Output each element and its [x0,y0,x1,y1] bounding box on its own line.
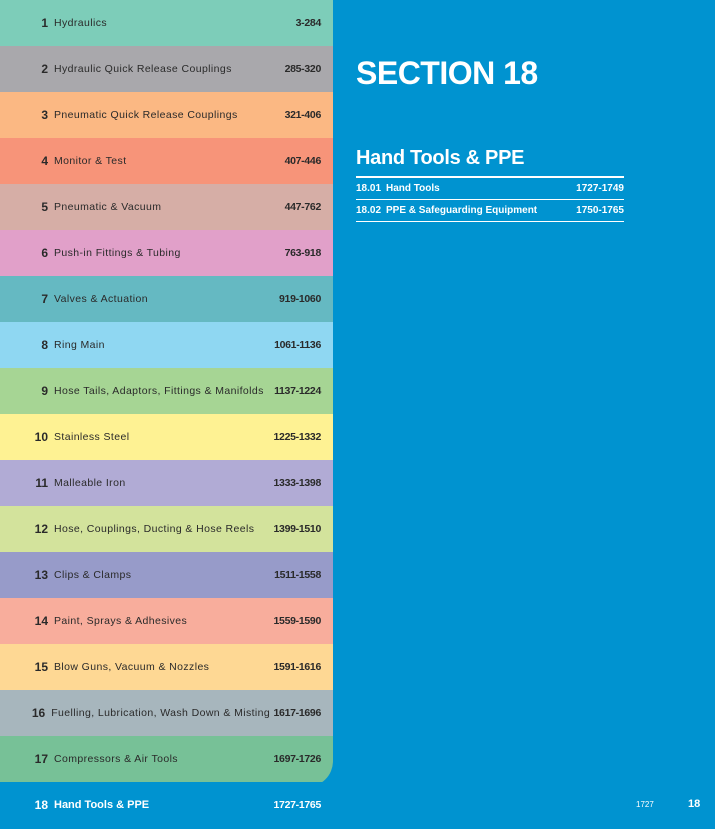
toc-title: Stainless Steel [54,431,130,443]
current-section-number: 18 [34,798,48,812]
toc-title: Hydraulics [54,17,108,29]
toc-number: 6 [41,246,48,260]
subsection-code: 18.01 [356,183,382,194]
toc-title: Valves & Actuation [54,293,148,305]
toc-row[interactable] [0,368,333,414]
toc-number: 16 [31,706,46,720]
toc-title: Pneumatic Quick Release Couplings [54,109,238,121]
footer-section-number: 18 [688,798,701,810]
toc-pages: 321-406 [284,109,321,121]
toc-row[interactable] [0,92,333,138]
toc-pages: 447-762 [284,201,321,213]
toc-row[interactable] [0,644,333,690]
subsection-title: PPE & Safeguarding Equipment [386,205,538,216]
subsection-table [356,176,624,222]
toc-pages: 3-284 [295,17,321,29]
section-heading: SECTION 18 [356,55,538,91]
toc-number: 17 [34,752,48,766]
toc-number: 4 [41,154,48,168]
toc-number: 7 [41,292,48,306]
toc-number: 9 [41,384,48,398]
toc-pages: 1617-1696 [273,707,321,719]
section-index [0,0,333,787]
toc-pages: 1399-1510 [273,523,321,535]
toc-pages: 1225-1332 [273,431,321,443]
toc-number: 1 [41,16,48,30]
section-subtitle: Hand Tools & PPE [356,147,525,169]
toc-pages: 1591-1616 [273,661,321,673]
toc-pages: 1559-1590 [273,615,321,627]
subsection-title: Hand Tools [386,183,440,194]
toc-number: 13 [34,568,48,582]
toc-row[interactable] [0,322,333,368]
subsection-pages: 1727-1749 [576,183,624,194]
toc-row[interactable] [0,736,333,782]
toc-number: 10 [34,430,48,444]
toc-title: Hose Tails, Adaptors, Fittings & Manifolds [54,385,264,397]
current-section-row[interactable] [0,787,333,823]
toc-row[interactable] [0,46,333,92]
toc-title: Blow Guns, Vacuum & Nozzles [54,661,210,673]
toc-pages: 285-320 [284,63,321,75]
toc-pages: 919-1060 [279,293,321,305]
toc-title: Paint, Sprays & Adhesives [54,615,188,627]
toc-pages: 407-446 [284,155,321,167]
current-section-pages: 1727-1765 [273,799,321,811]
toc-number: 5 [41,200,48,214]
subsection-row[interactable] [356,178,624,200]
toc-number: 3 [41,108,48,122]
subsection-code: 18.02 [356,205,382,216]
toc-row[interactable] [0,552,333,598]
toc-pages: 1137-1224 [274,385,321,397]
toc-number: 15 [34,660,48,674]
toc-title: Malleable Iron [54,477,126,489]
toc-row[interactable] [0,460,333,506]
toc-number: 11 [35,476,48,490]
subsection-pages: 1750-1765 [576,205,624,216]
page-number: 1727 [636,800,654,809]
current-section-title: Hand Tools & PPE [54,799,150,811]
toc-number: 14 [34,614,48,628]
toc-pages: 1511-1558 [274,569,321,581]
toc-title: Clips & Clamps [54,569,132,581]
toc-number: 2 [41,62,48,76]
toc-number: 12 [34,522,48,536]
toc-row[interactable] [0,0,333,46]
toc-row[interactable] [0,276,333,322]
toc-row[interactable] [0,598,333,644]
toc-title: Fuelling, Lubrication, Wash Down & Misting [51,707,271,719]
toc-title: Monitor & Test [54,155,127,167]
toc-row[interactable] [0,138,333,184]
toc-title: Compressors & Air Tools [54,753,178,765]
toc-row[interactable] [0,414,333,460]
toc-row[interactable] [0,690,333,736]
subsection-row[interactable] [356,200,624,222]
toc-pages: 1061-1136 [274,339,321,351]
toc-number: 8 [41,338,48,352]
toc-pages: 763-918 [284,247,321,259]
toc-title: Hose, Couplings, Ducting & Hose Reels [54,523,255,535]
toc-title: Pneumatic & Vacuum [54,201,162,213]
toc-title: Hydraulic Quick Release Couplings [54,63,232,75]
toc-row[interactable] [0,184,333,230]
toc-title: Ring Main [54,339,105,351]
toc-title: Push-in Fittings & Tubing [54,247,181,259]
toc-pages: 1333-1398 [273,477,321,489]
toc-row[interactable] [0,230,333,276]
toc-pages: 1697-1726 [273,753,321,765]
toc-row[interactable] [0,506,333,552]
